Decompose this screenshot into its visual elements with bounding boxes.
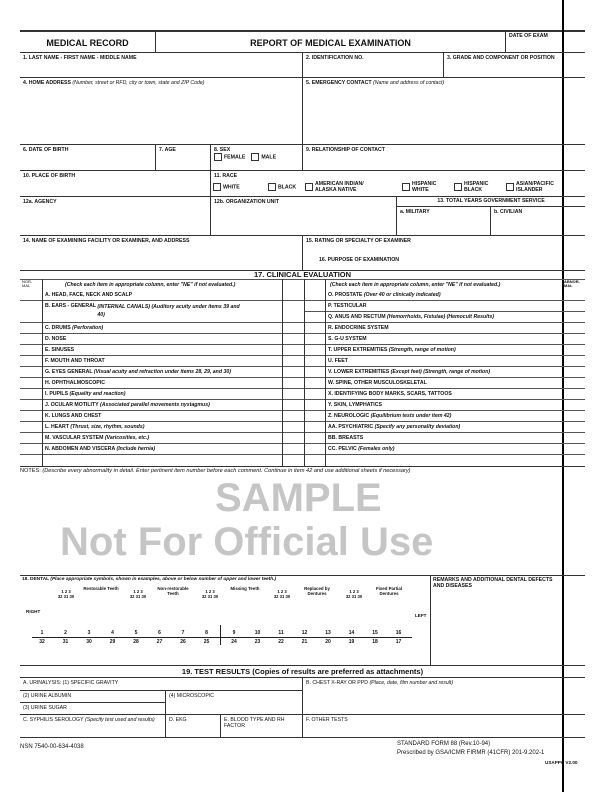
tooth-upper[interactable]: 15 <box>372 630 378 636</box>
dental-remarks-label: REMARKS AND ADDITIONAL DENTAL DEFECTS AND DISEASES <box>433 577 553 589</box>
sex-field <box>210 144 302 170</box>
age-field[interactable] <box>155 144 210 170</box>
clinical-item-label: T. UPPER EXTREMITIES (Strength, range of motion) <box>328 347 456 353</box>
label: (3) URINE SUGAR <box>23 705 67 711</box>
syphilis-field[interactable] <box>20 714 165 738</box>
clinical-item-label: W. SPINE, OTHER MUSCULOSKELETAL <box>328 380 427 386</box>
clinical-item-label: U. FEET <box>328 358 348 364</box>
dental-example-label: Restorable Teeth <box>83 586 119 591</box>
label: B. CHEST X-RAY OR PPD <box>306 680 368 686</box>
checkbox[interactable] <box>213 183 221 191</box>
label: 6. DATE OF BIRTH <box>23 147 69 153</box>
label: 7. AGE <box>159 147 176 153</box>
label: F. OTHER TESTS <box>306 717 348 723</box>
label: 16. PURPOSE OF EXAMINATION <box>319 257 400 263</box>
ekg-field[interactable] <box>165 714 220 738</box>
clinical-item-label: J. OCULAR MOTILITY (Associated parallel movements nystagmus) <box>45 402 210 408</box>
clinical-item-label: Y. SKIN, LYMPHATICS <box>328 402 382 408</box>
clinical-item-label: S. G-U SYSTEM <box>328 336 367 342</box>
label: 5. EMERGENCY CONTACT <box>306 80 372 86</box>
tooth-upper[interactable]: 11 <box>278 630 284 636</box>
clinical-item-label: A. HEAD, FACE, NECK AND SCALP <box>45 292 133 298</box>
urine-albumin-field[interactable] <box>20 690 165 702</box>
dental-example-label: Replaced by Dentures <box>304 586 330 597</box>
tooth-lower[interactable]: 27 <box>156 639 163 645</box>
clinical-item-label: P. TESTICULAR <box>328 303 367 309</box>
race-black[interactable] <box>262 183 296 191</box>
tooth-lower[interactable]: 30 <box>86 639 92 645</box>
label: 18. DENTAL <box>22 577 50 582</box>
clinical-item-label: CC. PELVIC (Females only) <box>328 446 395 452</box>
clinical-item-label: C. DRUMS (Perforation) <box>45 325 104 331</box>
tooth-lower[interactable]: 29 <box>109 639 116 645</box>
form-number: STANDARD FORM 88 (Rev.10-94) <box>397 741 491 747</box>
hint: (Place, date, film number and result) <box>369 680 454 686</box>
checkbox[interactable] <box>402 183 410 191</box>
tooth-upper[interactable]: 3 <box>87 630 91 636</box>
hint: (Place appropriate symbols, shown in examples, above or below number of upper and lower teeth.) <box>50 577 277 582</box>
label: (2) URINE ALBUMIN <box>23 693 72 699</box>
urine-sugar-field[interactable] <box>20 702 165 714</box>
clinical-item-label: N. ABDOMEN AND VISCERA (Include hernia) <box>45 446 156 452</box>
hint: (Specify test used and results) <box>85 717 155 723</box>
tooth-lower[interactable]: 32 <box>39 639 45 645</box>
normal-col-label: NOR-MAL <box>22 279 33 289</box>
relationship-field[interactable] <box>302 144 585 170</box>
facility-field[interactable] <box>20 235 302 270</box>
label: AMERICAN INDIAN/ ALASKA NATIVE <box>315 181 364 193</box>
gov-service-header: 13. TOTAL YEARS GOVERNMENT SERVICE <box>396 196 585 206</box>
agency-field[interactable] <box>20 196 210 235</box>
checkbox[interactable] <box>305 183 313 191</box>
clinical-item-label: X. IDENTIFYING BODY MARKS, SCARS, TATTOOS <box>328 391 452 397</box>
label: 4. HOME ADDRESS <box>23 80 71 86</box>
clinical-item-label: R. ENDOCRINE SYSTEM <box>328 325 389 331</box>
tooth-lower[interactable]: 18 <box>372 639 378 645</box>
dental-example-label: Non-restorable Teeth <box>157 586 189 597</box>
label: 14. NAME OF EXAMINING FACILITY OR EXAMINER, AND ADDRESS <box>23 238 190 244</box>
race-white[interactable] <box>213 183 240 191</box>
tooth-upper[interactable]: 7 <box>181 630 185 636</box>
clinical-item-label: Q. ANUS AND RECTUM (Hemorrhoids, Fistulae) (Hemocult Results) <box>328 314 494 320</box>
microscopic-field[interactable] <box>165 690 302 714</box>
label: C. SYPHILIS SEROLOGY <box>23 717 84 723</box>
tooth-lower[interactable]: 20 <box>325 639 331 645</box>
specific-gravity-field[interactable] <box>20 677 302 690</box>
tooth-upper[interactable]: 5 <box>134 630 138 636</box>
tooth-lower[interactable]: 31 <box>62 639 69 645</box>
tooth-upper[interactable]: 13 <box>325 630 331 636</box>
clinical-item-label: BB. BREASTS <box>328 435 364 441</box>
nsn: NSN 7540-00-634-4038 <box>20 744 84 750</box>
tooth-upper[interactable]: 14 <box>348 630 355 636</box>
label: HISPANIC WHITE <box>412 181 437 193</box>
tooth-upper[interactable]: 16 <box>395 630 402 636</box>
tooth-lower[interactable]: 24 <box>231 639 237 645</box>
date-label: DATE OF EXAM <box>509 33 548 39</box>
blood-type-field[interactable] <box>220 714 302 738</box>
label: E. BLOOD TYPE AND RH FACTOR <box>224 717 285 730</box>
dental-example-symbol: 1 2 3 32 31 30 <box>57 589 75 599</box>
tooth-lower[interactable]: 22 <box>278 639 284 645</box>
label: BLACK <box>278 184 297 191</box>
tooth-lower[interactable]: 19 <box>348 639 355 645</box>
race-native[interactable] <box>305 181 385 193</box>
id-field[interactable] <box>302 52 443 77</box>
tooth-upper[interactable]: 12 <box>301 630 308 636</box>
checkbox[interactable] <box>454 183 462 191</box>
place-of-birth-field[interactable] <box>20 170 210 196</box>
label: 9. RELATIONSHIP OF CONTACT <box>306 147 385 153</box>
label: (4) MICROSCOPIC <box>169 693 214 699</box>
report-title: REPORT OF MEDICAL EXAMINATION <box>155 31 505 52</box>
label: FEMALE <box>224 154 246 161</box>
label: 10. PLACE OF BIRTH <box>23 173 76 179</box>
tooth-upper[interactable]: 10 <box>254 630 261 636</box>
clinical-item-label: I. PUPILS (Equality and reaction) <box>45 391 126 397</box>
label: b. CIVILIAN <box>494 209 523 215</box>
hint: (Name and address of contact) <box>372 80 445 86</box>
label: 2. IDENTIFICATION NO. <box>306 55 364 61</box>
clinical-item-label: L. HEART (Thrust, size, rhythm, sounds) <box>45 424 145 430</box>
dental-label <box>22 577 276 582</box>
checkbox[interactable] <box>268 183 276 191</box>
label: A. URINALYSIS: (1) SPECIFIC GRAVITY <box>23 680 119 686</box>
clinical-item-label: E. SINUSES <box>45 347 75 353</box>
race-hispanic-white[interactable] <box>396 181 442 193</box>
tooth-upper[interactable]: 2 <box>64 630 67 636</box>
tooth-lower[interactable]: 17 <box>395 639 402 645</box>
label: WHITE <box>223 184 240 191</box>
watermark-sample: SAMPLE <box>215 476 382 520</box>
dental-example-symbol: 1 2 3 32 31 30 <box>201 589 219 599</box>
other-tests-field[interactable] <box>302 714 585 738</box>
tooth-upper[interactable]: 4 <box>111 630 114 636</box>
version: USAPPC V2.00 <box>545 760 578 765</box>
male-checkbox[interactable] <box>251 153 259 161</box>
tooth-lower[interactable]: 25 <box>203 639 210 645</box>
dental-example-label: Fixed Partial Dentures <box>375 586 403 597</box>
hint: (Describe every abnormality in detail. Enter pertinent item number before each comment. Continue in item 42 and use additional sheets if necessary) <box>42 468 411 474</box>
tooth-upper[interactable]: 9 <box>232 630 236 636</box>
label: 8. SEX <box>214 147 231 153</box>
instructions-left: (Check each item in appropriate column, enter "NE" if not evaluated.) <box>65 282 236 288</box>
tooth-lower[interactable]: 26 <box>180 639 186 645</box>
label: a. MILITARY <box>400 209 430 215</box>
clinical-item-label: K. LUNGS AND CHEST <box>45 413 102 419</box>
date-of-exam-field[interactable] <box>505 31 585 52</box>
label: D. EKG <box>169 717 187 723</box>
notes-label <box>20 468 411 474</box>
dob-field[interactable] <box>20 144 155 170</box>
org-unit-field[interactable] <box>210 196 396 235</box>
dental-example-symbol: 1 2 3 32 31 30 <box>129 589 147 599</box>
chest-xray-field[interactable] <box>302 677 585 714</box>
tooth-lower[interactable]: 21 <box>301 639 308 645</box>
dental-example-label: Missing Teeth <box>230 586 260 591</box>
dental-example-symbol: 1 2 3 32 31 30 <box>345 589 363 599</box>
clinical-title: 17. CLINICAL EVALUATION <box>20 270 585 279</box>
instructions-right: (Check each item in appropriate column, enter "NE" if not evaluated.) <box>330 282 501 288</box>
medical-record-title: MEDICAL RECORD <box>20 31 155 52</box>
clinical-item-label: H. OPHTHALMOSCOPIC <box>45 380 105 386</box>
race-asian[interactable] <box>500 181 564 193</box>
dental-example-symbol: 1 2 3 32 31 30 <box>273 589 291 599</box>
clinical-item-label: AA. PSYCHIATRIC (Specify any personality deviation) <box>328 424 461 430</box>
grade-field[interactable] <box>443 52 585 77</box>
label: 12a. AGENCY <box>23 199 57 205</box>
clinical-item-label: B. EARS - GENERAL (INTERNAL CANALS) (Auditory acuity under items 39 and 40) <box>45 303 240 319</box>
tooth-lower[interactable]: 23 <box>254 639 261 645</box>
left-label: LEFT <box>415 613 427 618</box>
clinical-item-label: D. NOSE <box>45 336 67 342</box>
test-results-title: 19. TEST RESULTS (Copies of results are preferred as attachments) <box>20 665 585 677</box>
abnormal-col-label: ABNOR-MAL <box>564 279 580 289</box>
clinical-item-label: F. MOUTH AND THROAT <box>45 358 105 364</box>
hint: (Number, street or RFD, city or town, state and ZIP Code) <box>72 80 205 86</box>
label: 15. RATING OR SPECIALTY OF EXAMINER <box>306 238 411 244</box>
tooth-upper[interactable]: 6 <box>158 630 161 636</box>
label: HISPANIC BLACK <box>464 181 489 193</box>
clinical-item-label: M. VASCULAR SYSTEM (Varicosities, etc.) <box>45 435 150 441</box>
watermark-not-official: Not For Official Use <box>60 520 434 564</box>
race-hispanic-black[interactable] <box>448 181 494 193</box>
label: 3. GRADE AND COMPONENT OR POSITION <box>447 55 555 61</box>
tooth-lower[interactable]: 28 <box>133 639 139 645</box>
clinical-item-label: V. LOWER EXTREMITIES (Except feet) (Strength, range of motion) <box>328 369 491 375</box>
label: 11. RACE <box>214 173 238 179</box>
tooth-upper[interactable]: 8 <box>205 630 208 636</box>
right-label: RIGHT <box>26 609 41 614</box>
label: MALE <box>261 154 277 161</box>
clinical-item-label: Z. NEUROLOGIC (Equilibrium tests under item 42) <box>328 413 452 419</box>
name-field[interactable] <box>20 52 302 77</box>
purpose-field[interactable] <box>302 255 585 270</box>
prescribed-by: Prescribed by GSA/ICMR FIRMR (41CFR) 201-9.202-1 <box>397 750 545 756</box>
checkbox[interactable] <box>506 183 514 191</box>
tooth-upper[interactable]: 1 <box>40 630 44 636</box>
label: 12b. ORGANIZATION UNIT <box>214 199 280 205</box>
clinical-item-label: G. EYES GENERAL (Visual acuity and refraction under items 28, 29, and 30) <box>45 369 231 375</box>
specialty-field[interactable] <box>302 235 585 255</box>
emergency-contact-field[interactable] <box>302 77 585 144</box>
label: ASIAN/PACIFIC ISLANDER <box>516 181 554 193</box>
home-address-field[interactable] <box>20 77 302 144</box>
clinical-item-label: O. PROSTATE (Over 40 or clinically indicated) <box>328 292 441 298</box>
military-years-field[interactable] <box>396 206 490 235</box>
label: NOTES: <box>20 468 41 474</box>
civilian-years-field[interactable] <box>490 206 585 235</box>
female-checkbox[interactable] <box>214 153 222 161</box>
label: 1. LAST NAME - FIRST NAME - MIDDLE NAME <box>23 55 137 61</box>
